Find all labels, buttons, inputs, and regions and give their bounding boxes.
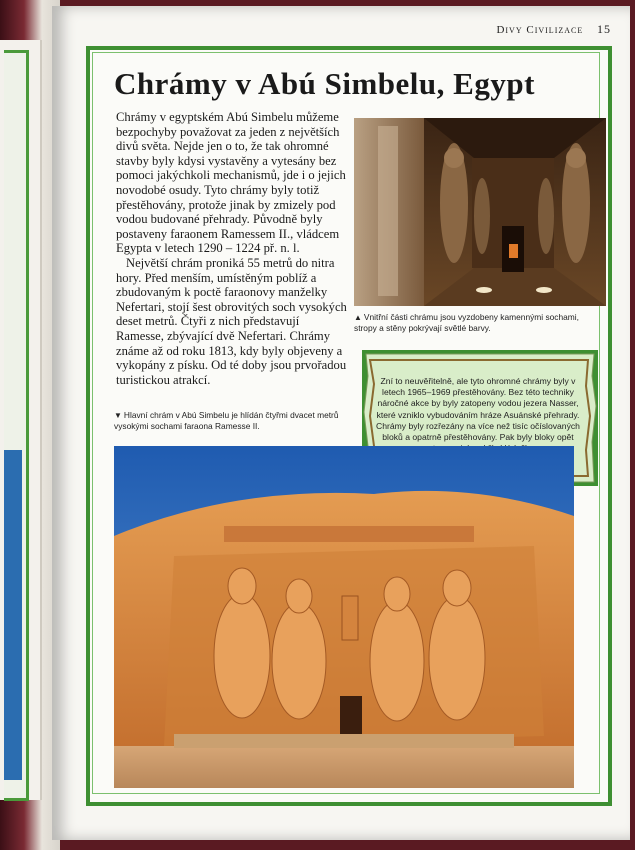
running-title: Divy Civilizace xyxy=(496,24,584,36)
article-body xyxy=(116,110,348,387)
abu-simbel-temple-photo xyxy=(114,446,574,788)
page-number: 15 xyxy=(597,22,611,36)
note-text: Zní to neuvěřitelně, ale tyto ohromné chrámy byly v letech 1965–1969 přestěhovány. Bez této techniky náročné akce by byly zatopeny vodou jezera Nasser, které vzniklo vybudováním hráze Asuánské přehrady. Chrámy byly rozřezány na více než tisíc očíslovaných bloků a opatrně přestěhovány. Pak byly bloky opět xyxy=(376,376,580,443)
triangle-down-icon: ▼ xyxy=(114,411,122,420)
main-temple-caption: ▼ Hlavní chrám v Abú Simbelu je hlídán čtyřmi dvacet metrů vysokými sochami faraona Ramesse II. xyxy=(114,410,339,431)
triangle-up-icon: ▲ xyxy=(354,313,362,322)
paragraph-2: Největší chrám proniká 55 metrů do nitra hory. Před menším, umístěným poblíž a zbudovaným k poctě faraonovy manželky Nefertari, stojí šest obrovitých soch vysokých deset metrů. Čtyři z nich představují Ramesse, zbývající dvě Nefertari. Chrámy známe až od roku 1813, kdy byly objeveny a vykopány z písku. Od té doby jsou prvořadou turistickou atrakcí. xyxy=(116,255,347,387)
page-title: Chrámy v Abú Simbelu, Egypt xyxy=(114,66,535,101)
paragraph-1: Chrámy v egyptském Abú Simbelu můžeme bezpochyby považovat za jeden z největších divů světa. Nejde jen o to, že tak ohromné stavby byly kdysi vystavěny a vytesány bez pomoci jakýchkoli mechanismů, jde i o jejich novodobé osudy. Tyto chrámy byly totiž přestěhovány, protože jinak by zmizely pod vodou budované přehrady. Původně byly postaveny faraonem Ramessem II., vládcem Egypta v letech 1290 – 1224 př. n. l. xyxy=(116,110,346,256)
left-page-photo-edge xyxy=(4,450,22,780)
interior-caption: ▲ Vnitřní části chrámu jsou vyzdobeny kamennými sochami, stropy a stěny pokrývají světlé barvy. xyxy=(354,312,579,333)
temple-interior-photo xyxy=(354,118,606,306)
running-header xyxy=(496,22,611,37)
